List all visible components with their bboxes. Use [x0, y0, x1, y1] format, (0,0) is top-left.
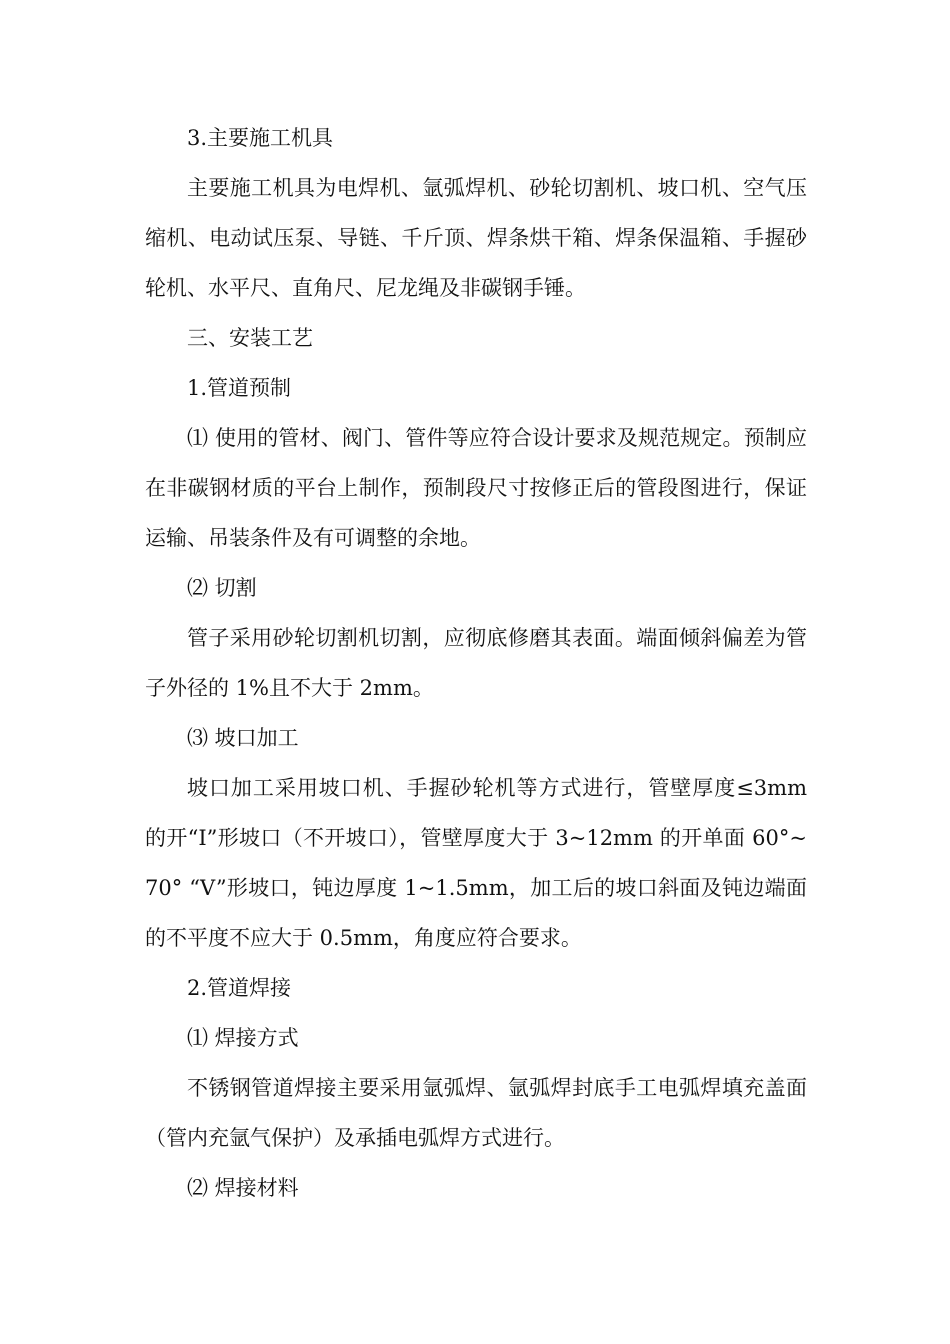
- para-main-tools: 主要施工机具为电焊机、氩弧焊机、砂轮切割机、坡口机、空气压缩机、电动试压泵、导链、千斤顶、焊条烘干箱、焊条保温箱、手握砂轮机、水平尺、直角尺、尼龙绳及非碳钢手锤。: [145, 176, 807, 300]
- heading-pipe-prefab: 1.管道预制: [187, 376, 292, 400]
- para-prefab-1: ⑴ 使用的管材、阀门、管件等应符合设计要求及规范规定。预制应在非碳钢材质的平台上制作，预制段尺寸按修正后的管段图进行，保证运输、吊装条件及有可调整的余地。: [145, 426, 807, 550]
- para-cutting: 管子采用砂轮切割机切割，应彻底修磨其表面。端面倾斜偏差为管子外径的 1%且不大于 2mm。: [145, 626, 807, 700]
- document-body: [145, 113, 807, 1213]
- heading-weld-method: ⑴ 焊接方式: [187, 1026, 299, 1050]
- heading-pipe-welding: 2.管道焊接: [187, 976, 292, 1000]
- heading-cutting: ⑵ 切割: [187, 576, 257, 600]
- para-bevel: 坡口加工采用坡口机、手握砂轮机等方式进行，管壁厚度≤3mm 的开“I”形坡口（不开坡口），管壁厚度大于 3~12mm 的开单面 60°~70° “V”形坡口，钝边厚度 1~1.5mm，加工后的坡口斜面及钝边端面的不平度不应大于 0.5mm，角度应符合要求。: [145, 776, 807, 950]
- para-weld-method: 不锈钢管道焊接主要采用氩弧焊、氩弧焊封底手工电弧焊填充盖面（管内充氩气保护）及承插电弧焊方式进行。: [145, 1076, 807, 1150]
- heading-main-tools: 3.主要施工机具: [187, 126, 334, 150]
- heading-weld-material: ⑵ 焊接材料: [187, 1176, 299, 1200]
- heading-install-process: 三、安装工艺: [187, 326, 313, 350]
- heading-bevel: ⑶ 坡口加工: [187, 726, 299, 750]
